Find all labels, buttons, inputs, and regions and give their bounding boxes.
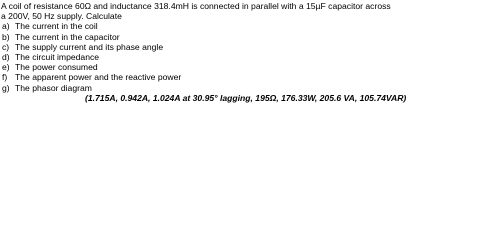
part-e xyxy=(1,62,495,72)
part-e-text: The power consumed xyxy=(15,62,98,73)
part-b xyxy=(1,32,495,42)
part-a-letter: a) xyxy=(2,21,10,32)
part-a xyxy=(1,21,495,31)
part-a-text: The current in the coil xyxy=(15,21,98,32)
part-g-letter: g) xyxy=(2,82,10,93)
part-c xyxy=(1,42,495,52)
answer-key: (1.715A, 0.942A, 1.024A at 30.95° lagging, 195Ω, 176.33W, 205.6 VA, 105.74VAR) xyxy=(85,93,407,104)
part-g-text: The phasor diagram xyxy=(15,82,92,93)
part-f xyxy=(1,72,495,82)
part-d-text: The circuit impedance xyxy=(15,51,100,62)
part-d xyxy=(1,52,495,62)
part-e-letter: e) xyxy=(2,62,10,73)
part-b-letter: b) xyxy=(2,31,10,42)
part-f-letter: f) xyxy=(2,72,8,83)
question-intro-line-2: a 200V, 50 Hz supply. Calculate xyxy=(1,11,122,22)
part-b-text: The current in the capacitor xyxy=(15,31,120,42)
part-f-text: The apparent power and the reactive power xyxy=(15,72,182,83)
part-d-letter: d) xyxy=(2,51,10,62)
question-intro-line-1: A coil of resistance 60Ω and inductance 318.4mH is connected in parallel with a 15µF capacitor across xyxy=(1,1,391,11)
part-c-letter: c) xyxy=(2,41,10,52)
question-block xyxy=(1,1,495,103)
part-g xyxy=(1,83,495,93)
part-c-text: The supply current and its phase angle xyxy=(15,41,164,52)
